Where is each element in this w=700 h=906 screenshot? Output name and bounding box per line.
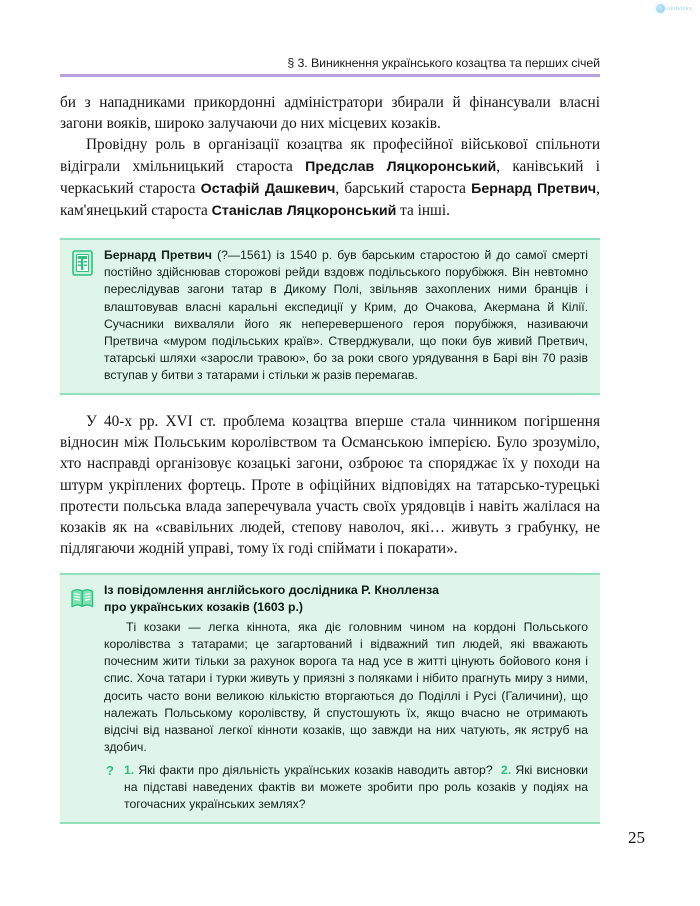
header-rule <box>60 74 600 77</box>
watermark-label: ukrbooks <box>667 5 692 12</box>
question-1-text: Які факти про діяльність українських козаків наводить автор? <box>134 762 493 777</box>
open-book-icon <box>70 584 95 612</box>
paragraph-cossack-problem: У 40-х рр. XVI ст. проблема козацтва вперше стала чинником погіршення відносин між Польським королівством та Османською імперією. Було зрозуміло, хто насправді організовує козацькі загони, озброює та споряджає їх у походи на штурм укріплених фортець. Проте в офіційних відповідях на татарсько-турецькі протести польська влада заперечувала участь своїх урядовців і навіть жалілася на козаків як на «свавільних людей, степову наволоч, які… живуть з грабунку, не підлягаючи жодній управі, тому їх годі спіймати і покарати». <box>60 412 600 558</box>
paragraph-text-segment: Провідну роль в організації козацтва як професійної військової спільноти відіграли хмільницький староста <box>60 136 600 175</box>
person-name-lyatskoronsky: Предслав Ляцкоронський <box>305 158 497 175</box>
site-watermark <box>656 4 692 13</box>
question-1-number: 1. <box>124 762 135 777</box>
paragraph-leaders <box>60 134 600 222</box>
infobox-text: (?—1561) із 1540 р. був барським старостою й до самої смерті постійно здійснював сторожові рейди вздовж подільського порубіжжя. Він невтомно переслідував загони татар в Дикому Полі, звільняв захоплених ними бранців і влаштовував власні каральні експедиції у Крим, до Очакова, Акермана й Кілії. Сучасники вихваляли його як неперевершеного героя порубіжжя, називаючи Претвича «муром подільських країв». Стверджували, що поки був живий Претвич, татарські шляхи «заросли травою», бо за роки свого урядування в Барі він 70 разів вступав у битви з татарами і стільки ж разів перемагав. <box>104 248 588 382</box>
person-name-dashkevych: Остафій Дашкевич <box>200 180 336 197</box>
infobox-lead-name: Бернард Претвич <box>104 248 212 263</box>
paragraph-continuation: би з нападниками прикордонні адміністратори збирали й фінансували власні загони вояків, широко залучаючи до них місцевих козаків. <box>60 94 600 133</box>
question-2-text: Які висновки на підставі наведених фактів ви можете зробити про роль козаків у подіях на тогочасних українських землях? <box>124 762 588 812</box>
paragraph-text-segment: та інші. <box>396 202 450 220</box>
question-2-number: 2. <box>501 762 512 777</box>
source-title-line-1: Із повідомлення англійського дослідника Р. Кнолленза <box>104 583 439 598</box>
question-mark-icon: ? <box>106 762 114 778</box>
watermark-logo-icon <box>656 4 665 13</box>
questions-text <box>124 762 588 813</box>
page-content <box>60 92 600 824</box>
running-header <box>60 56 600 77</box>
spacer <box>60 395 600 411</box>
paragraph-text-segment: , канівський і черкаський староста <box>60 157 601 197</box>
source-title-line-2: про українських козаків (1603 р.) <box>104 599 304 614</box>
questions-block <box>104 762 588 813</box>
spacer <box>60 222 600 224</box>
section-title: § 3. Виникнення українського козацтва та перших січей <box>287 56 600 70</box>
paragraph-text-segment: , кам'янецький староста <box>60 179 600 220</box>
person-name-pretvych: Бернард Претвич <box>471 180 597 197</box>
infobox-body <box>104 582 588 813</box>
paragraph-text-segment: , барський староста <box>335 179 472 197</box>
infobox-pretvych <box>60 238 600 395</box>
page-number: 25 <box>628 828 645 847</box>
source-excerpt: Ті козаки — легка кіннота, яка діє головним чином на кордоні Польського королівства з татарами; це загартований і відважний тип людей, які вважають почесним жити тільки за рахунок ворога та над усе в житті цінують бойового коня і спис. Хоча татари і турки живуть у приязні з поляками і нібито прагнуть миру з ними, досить часто вони великою кількістю вторгаються до Поділлі і Русі (Галичини), що належать Польському королівству, й спустошують їх, якщо вчасно не отримають відсічі від названої легкої кінноти козаків, що завжди на них чатують, як яструб на здобич. <box>104 620 588 754</box>
person-name-stanislav-lyatskoronsky: Станіслав Ляцкоронський <box>211 203 397 220</box>
infobox-paragraph <box>104 247 588 384</box>
infobox-knolles-source <box>60 573 600 824</box>
infobox-body <box>104 247 588 384</box>
document-icon <box>70 249 95 277</box>
